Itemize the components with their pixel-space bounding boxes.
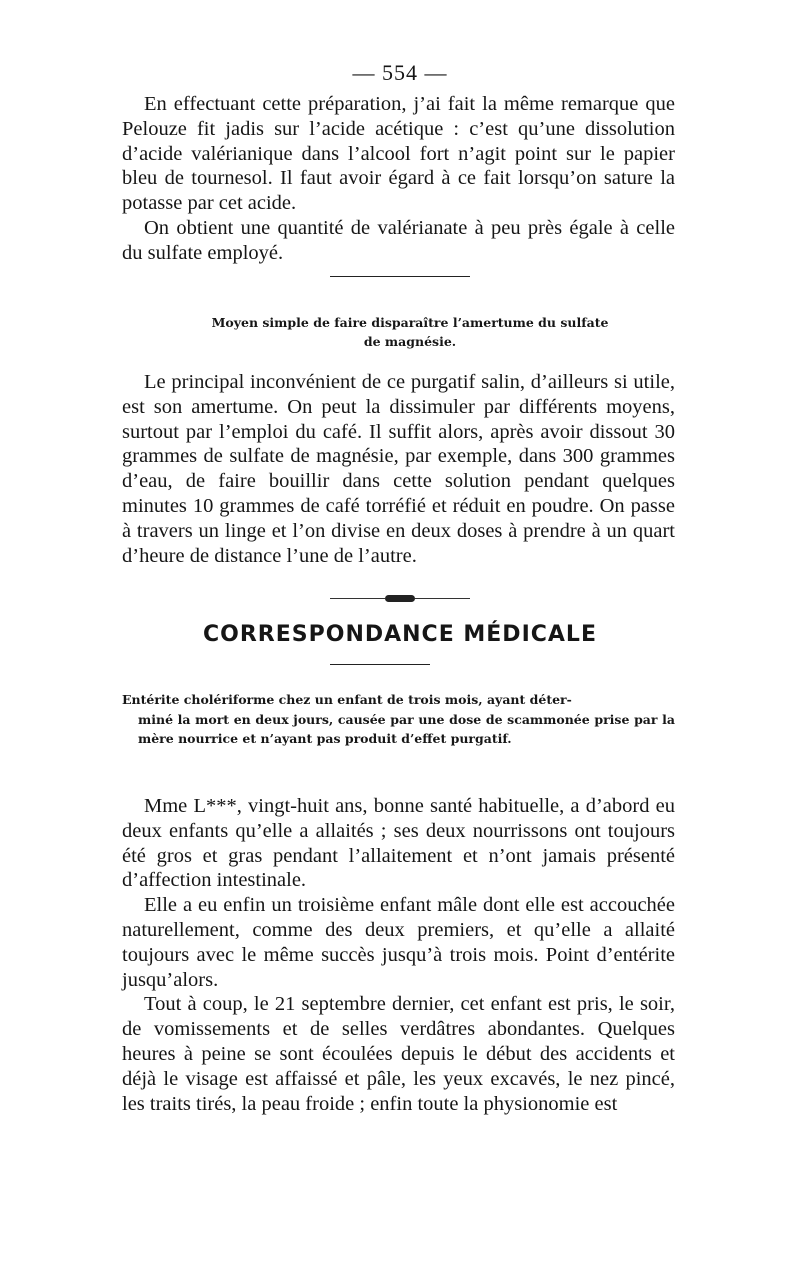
paragraph: En effectuant cette préparation, j’ai fait la même remarque que Pelouze fit jadis sur l’acide acétique : c’est qu’une dissolution d’acide valérianique dans l’alcool fort n’agit point sur le papier bleu de tournesol. Il faut avoir égard à ce fait lorsqu’on sature la potasse par cet acide.	[122, 93, 675, 215]
section-title: CORRESPONDANCE MÉDICALE	[203, 622, 597, 647]
page-number: — 554 —	[352, 60, 448, 85]
paragraph: On obtient une quantité de valérianate à peu près égale à celle du sulfate employé.	[122, 216, 675, 264]
article-title-line: miné la mort en deux jours, causée par une dose de scammonée prise par la mère nourrice et n’ayant pas produit d’effet purgatif.	[138, 711, 675, 746]
article-body	[122, 370, 675, 568]
intro-text	[122, 92, 675, 266]
article-body	[122, 794, 675, 1116]
article-title	[150, 313, 670, 351]
paragraph: Elle a eu enfin un troisième enfant mâle dont elle est accouchée naturellement, comme des deux premiers, et qu’elle a allaité toujours avec le même succès jusqu’à trois mois. Point d’entérite jusqu’alors.	[122, 894, 675, 991]
separator-rule	[330, 276, 470, 277]
paragraph: Tout à coup, le 21 septembre dernier, cet enfant est pris, le soir, de vomissements et de selles verdâtres abondantes. Quelques heures à peine se sont écoulées depuis le début des accidents et déjà le visage est affaissé et pâle, les yeux excavés, le nez pincé, les traits tirés, la peau froide ; enfin toute la physionomie est	[122, 993, 675, 1115]
article-title-line: de magnésie.	[363, 334, 457, 349]
article-title-line: Moyen simple de faire disparaître l’amertume du sulfate	[211, 315, 609, 330]
paragraph: Mme L***, vingt-huit ans, bonne santé habituelle, a d’abord eu deux enfants qu’elle a allaités ; ses deux nourrissons ont toujours été gros et gras pendant l’allaitement et n’ont jamais présenté d’affection intestinale.	[122, 795, 675, 892]
article-title-line: Entérite cholériforme chez un enfant de trois mois, ayant déter-	[122, 692, 572, 707]
article-title	[122, 690, 675, 749]
ornament-divider	[330, 594, 470, 604]
paragraph: Le principal inconvénient de ce purgatif salin, d’ailleurs si utile, est son amertume. On peut la dissimuler par différents moyens, surtout par l’emploi du café. Il suffit alors, après avoir dissout 30 grammes de sulfate de magnésie, par exemple, dans 300 grammes d’eau, de faire bouillir dans cette solution pendant quelques minutes 10 grammes de café torréfié et réduit en poudre. On passe à travers un linge et l’on divise en deux doses à prendre à un quart d’heure de distance l’une de l’autre.	[122, 371, 675, 567]
section-rule	[330, 664, 430, 665]
